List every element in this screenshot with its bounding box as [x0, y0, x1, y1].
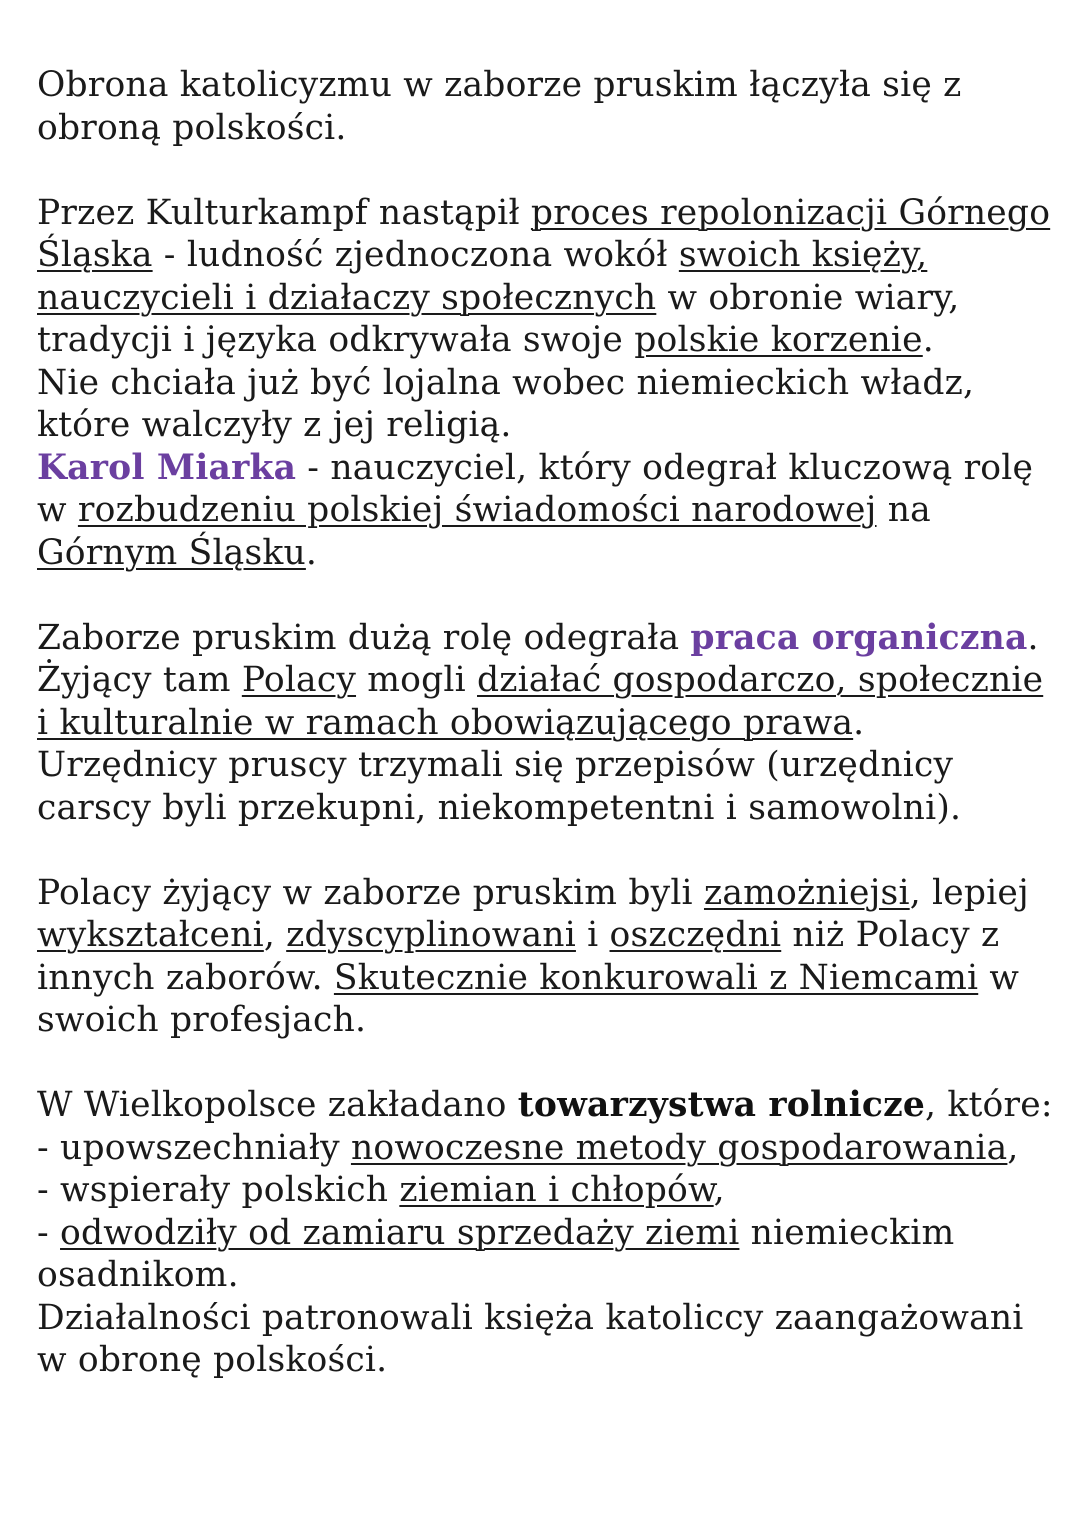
paragraph-organic-work	[37, 617, 1067, 830]
text-line	[37, 872, 1067, 915]
list-item	[37, 1169, 1067, 1212]
text-span: .	[922, 320, 934, 360]
highlighted-name: Karol Miarka	[37, 447, 297, 488]
text-line: Obrona katolicyzmu w zaborze pruskim łączyła się z	[37, 65, 962, 105]
underlined-text: oszczędni	[609, 915, 782, 955]
text-line	[37, 234, 1067, 277]
text-span: w obronie wiary,	[656, 277, 960, 318]
text-line	[37, 319, 1067, 362]
text-span: niemieckim	[739, 1212, 955, 1253]
text-span: Zaborze pruskim dużą rolę odegrała	[37, 617, 691, 658]
text-line	[37, 489, 1067, 532]
bold-term: towarzystwa rolnicze	[517, 1085, 926, 1125]
text-line: carscy byli przekupni, niekompetentni i samowolni).	[37, 787, 962, 828]
paragraph-gap	[37, 829, 1067, 872]
text-line	[37, 957, 1067, 1000]
text-span: , które:	[925, 1085, 1053, 1125]
text-span: ,	[1007, 1127, 1019, 1168]
underlined-text: Górnym Śląsku	[37, 532, 306, 573]
underlined-text: swoich księży,	[678, 235, 928, 275]
text-span: , lepiej	[909, 872, 1029, 913]
list-item	[37, 1212, 1067, 1255]
paragraph-kulturkampf	[37, 192, 1067, 575]
text-span: - upowszechniały	[37, 1127, 351, 1168]
text-span: niż Polacy z	[781, 915, 1000, 955]
underlined-text: zdyscyplinowani	[286, 915, 576, 955]
underlined-text: proces repolonizacji Górnego	[530, 192, 1051, 233]
underlined-text: Polacy	[241, 660, 357, 700]
text-span: ,	[263, 915, 287, 955]
text-line	[37, 659, 1067, 702]
text-line: które walczyły z jej religią.	[37, 405, 512, 445]
text-span: .	[853, 702, 865, 743]
text-span: -	[37, 1212, 61, 1253]
highlighted-term: praca organiczna	[690, 617, 1028, 658]
underlined-text: ziemian i chłopów	[399, 1170, 714, 1210]
underlined-text: polskie korzenie	[634, 320, 923, 360]
underlined-text: nowoczesne metody gospodarowania	[350, 1127, 1008, 1168]
text-span: - ludność zjednoczona wokół	[152, 235, 679, 275]
underlined-text: zamożniejsi	[703, 872, 910, 913]
text-span: i	[575, 915, 610, 955]
paragraph-catholicism	[37, 64, 1067, 149]
underlined-text: i kulturalnie w ramach obowiązującego prawa	[37, 702, 854, 743]
underlined-text: nauczycieli i działaczy społecznych	[37, 277, 657, 318]
paragraph-agricultural-societies	[37, 1084, 1067, 1382]
text-line	[37, 532, 1067, 575]
underlined-text: odwodziły od zamiaru sprzedaży ziemi	[60, 1212, 740, 1253]
text-span: W Wielkopolsce zakładano	[37, 1085, 518, 1125]
text-line	[37, 277, 1067, 320]
text-span: na	[876, 490, 931, 530]
underlined-text: rozbudzeniu polskiej świadomości narodowej	[77, 490, 877, 530]
underlined-text: Śląska	[37, 235, 153, 275]
underlined-text: Skutecznie konkurowali z Niemcami	[333, 957, 979, 998]
underlined-text: działać gospodarczo, społecznie	[477, 660, 1044, 700]
list-item	[37, 1127, 1067, 1170]
text-line	[37, 617, 1067, 660]
text-line	[37, 447, 1067, 490]
text-span: Żyjący tam	[37, 660, 242, 700]
paragraph-gap	[37, 574, 1067, 617]
text-span: .	[305, 532, 318, 573]
text-span: - wspierały polskich	[37, 1170, 400, 1210]
text-span: ,	[713, 1170, 725, 1210]
text-span: w	[37, 490, 78, 530]
text-line: Nie chciała już być lojalna wobec niemieckich władz,	[37, 362, 975, 403]
text-span: mogli	[356, 660, 478, 700]
text-line: swoich profesjach.	[37, 1000, 367, 1040]
text-line: w obronę polskości.	[37, 1340, 388, 1380]
text-line	[37, 1084, 1067, 1127]
text-span: tradycji i języka odkrywała swoje	[37, 320, 635, 360]
text-line: obroną polskości.	[37, 107, 347, 148]
text-span: Polacy żyjący w zaborze pruskim byli	[37, 872, 704, 913]
underlined-text: wykształceni	[37, 915, 264, 955]
paragraph-gap	[37, 1042, 1067, 1085]
text-span: Przez Kulturkampf nastąpił	[37, 192, 531, 233]
text-span: - nauczyciel, który odegrał kluczową rolę	[296, 447, 1034, 488]
paragraph-poles-prussian	[37, 872, 1067, 1042]
text-line	[37, 192, 1067, 235]
document-page	[37, 64, 1067, 1382]
text-span: innych zaborów.	[37, 957, 334, 998]
text-span: .	[1027, 617, 1039, 658]
text-line: Urzędnicy pruscy trzymali się przepisów (urzędnicy	[37, 745, 954, 785]
paragraph-gap	[37, 149, 1067, 192]
text-line	[37, 914, 1067, 957]
text-span: w	[978, 957, 1020, 998]
text-line	[37, 702, 1067, 745]
text-line: Działalności patronowali księża katoliccy zaangażowani	[37, 1297, 1024, 1338]
text-line: osadnikom.	[37, 1255, 239, 1295]
